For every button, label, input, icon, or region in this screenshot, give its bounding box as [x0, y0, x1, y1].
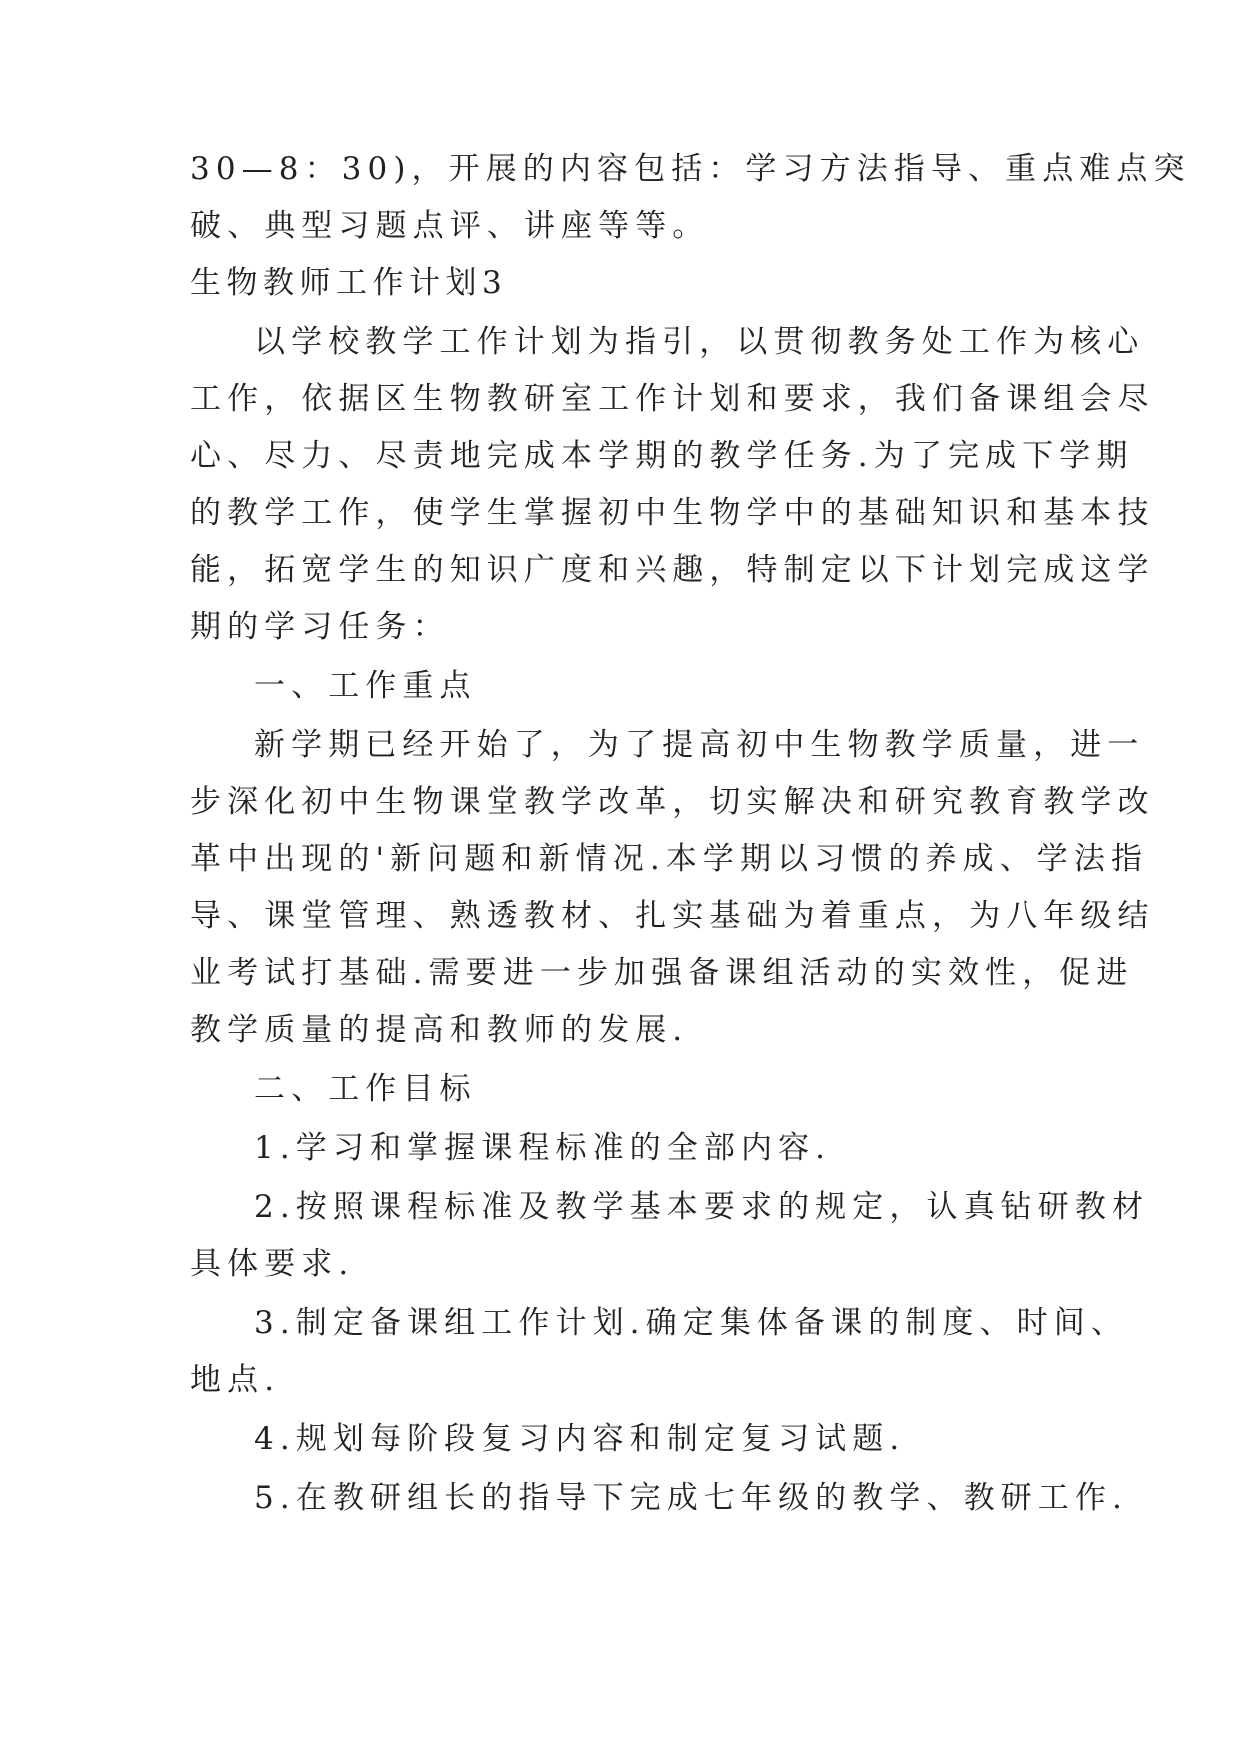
paragraph-line: 心、尽力、尽责地完成本学期的教学任务.为了完成下学期 — [190, 438, 1134, 474]
paragraph-line: 能，拓宽学生的知识广度和兴趣，特制定以下计划完成这学 — [190, 552, 1155, 588]
text-line: 30—8：30)，开展的内容包括：学习方法指导、重点难点突 — [190, 151, 1191, 187]
paragraph-line: 导、课堂管理、熟透教材、扎实基础为着重点，为八年级结 — [190, 898, 1155, 934]
paragraph-line: 工作，依据区生物教研室工作计划和要求，我们备课组会尽 — [190, 381, 1155, 417]
paragraph-line: 业考试打基础.需要进一步加强备课组活动的实效性，促进 — [190, 955, 1134, 991]
list-item: 4.规划每阶段复习内容和制定复习试题. — [254, 1421, 906, 1457]
list-item-continuation: 具体要求. — [190, 1246, 355, 1282]
paragraph-line: 革中出现的'新问题和新情况.本学期以习惯的养成、学法指 — [190, 841, 1149, 877]
list-item: 1.学习和掌握课程标准的全部内容. — [254, 1130, 832, 1166]
paragraph-line: 的教学工作，使学生掌握初中生物学中的基础知识和基本技 — [190, 495, 1155, 531]
list-item: 3.制定备课组工作计划.确定集体备课的制度、时间、 — [254, 1305, 1128, 1341]
subheading: 一、工作重点 — [254, 668, 477, 704]
list-item-continuation: 地点. — [190, 1362, 281, 1398]
paragraph-line: 新学期已经开始了，为了提高初中生物教学质量，进一 — [254, 727, 1145, 763]
paragraph-line: 以学校教学工作计划为指引，以贯彻教务处工作为核心 — [254, 324, 1145, 360]
paragraph-line: 期的学习任务： — [190, 609, 450, 645]
subheading: 二、工作目标 — [254, 1071, 477, 1107]
list-item: 2.按照课程标准及教学基本要求的规定，认真钻研教材 — [254, 1189, 1150, 1225]
paragraph-line: 教学质量的提高和教师的发展. — [190, 1012, 689, 1048]
section-heading: 生物教师工作计划3 — [190, 265, 508, 301]
text-line: 破、典型习题点评、讲座等等。 — [190, 208, 710, 244]
list-item: 5.在教研组长的指导下完成七年级的教学、教研工作. — [254, 1480, 1128, 1516]
paragraph-line: 步深化初中生物课堂教学改革，切实解决和研究教育教学改 — [190, 784, 1155, 820]
